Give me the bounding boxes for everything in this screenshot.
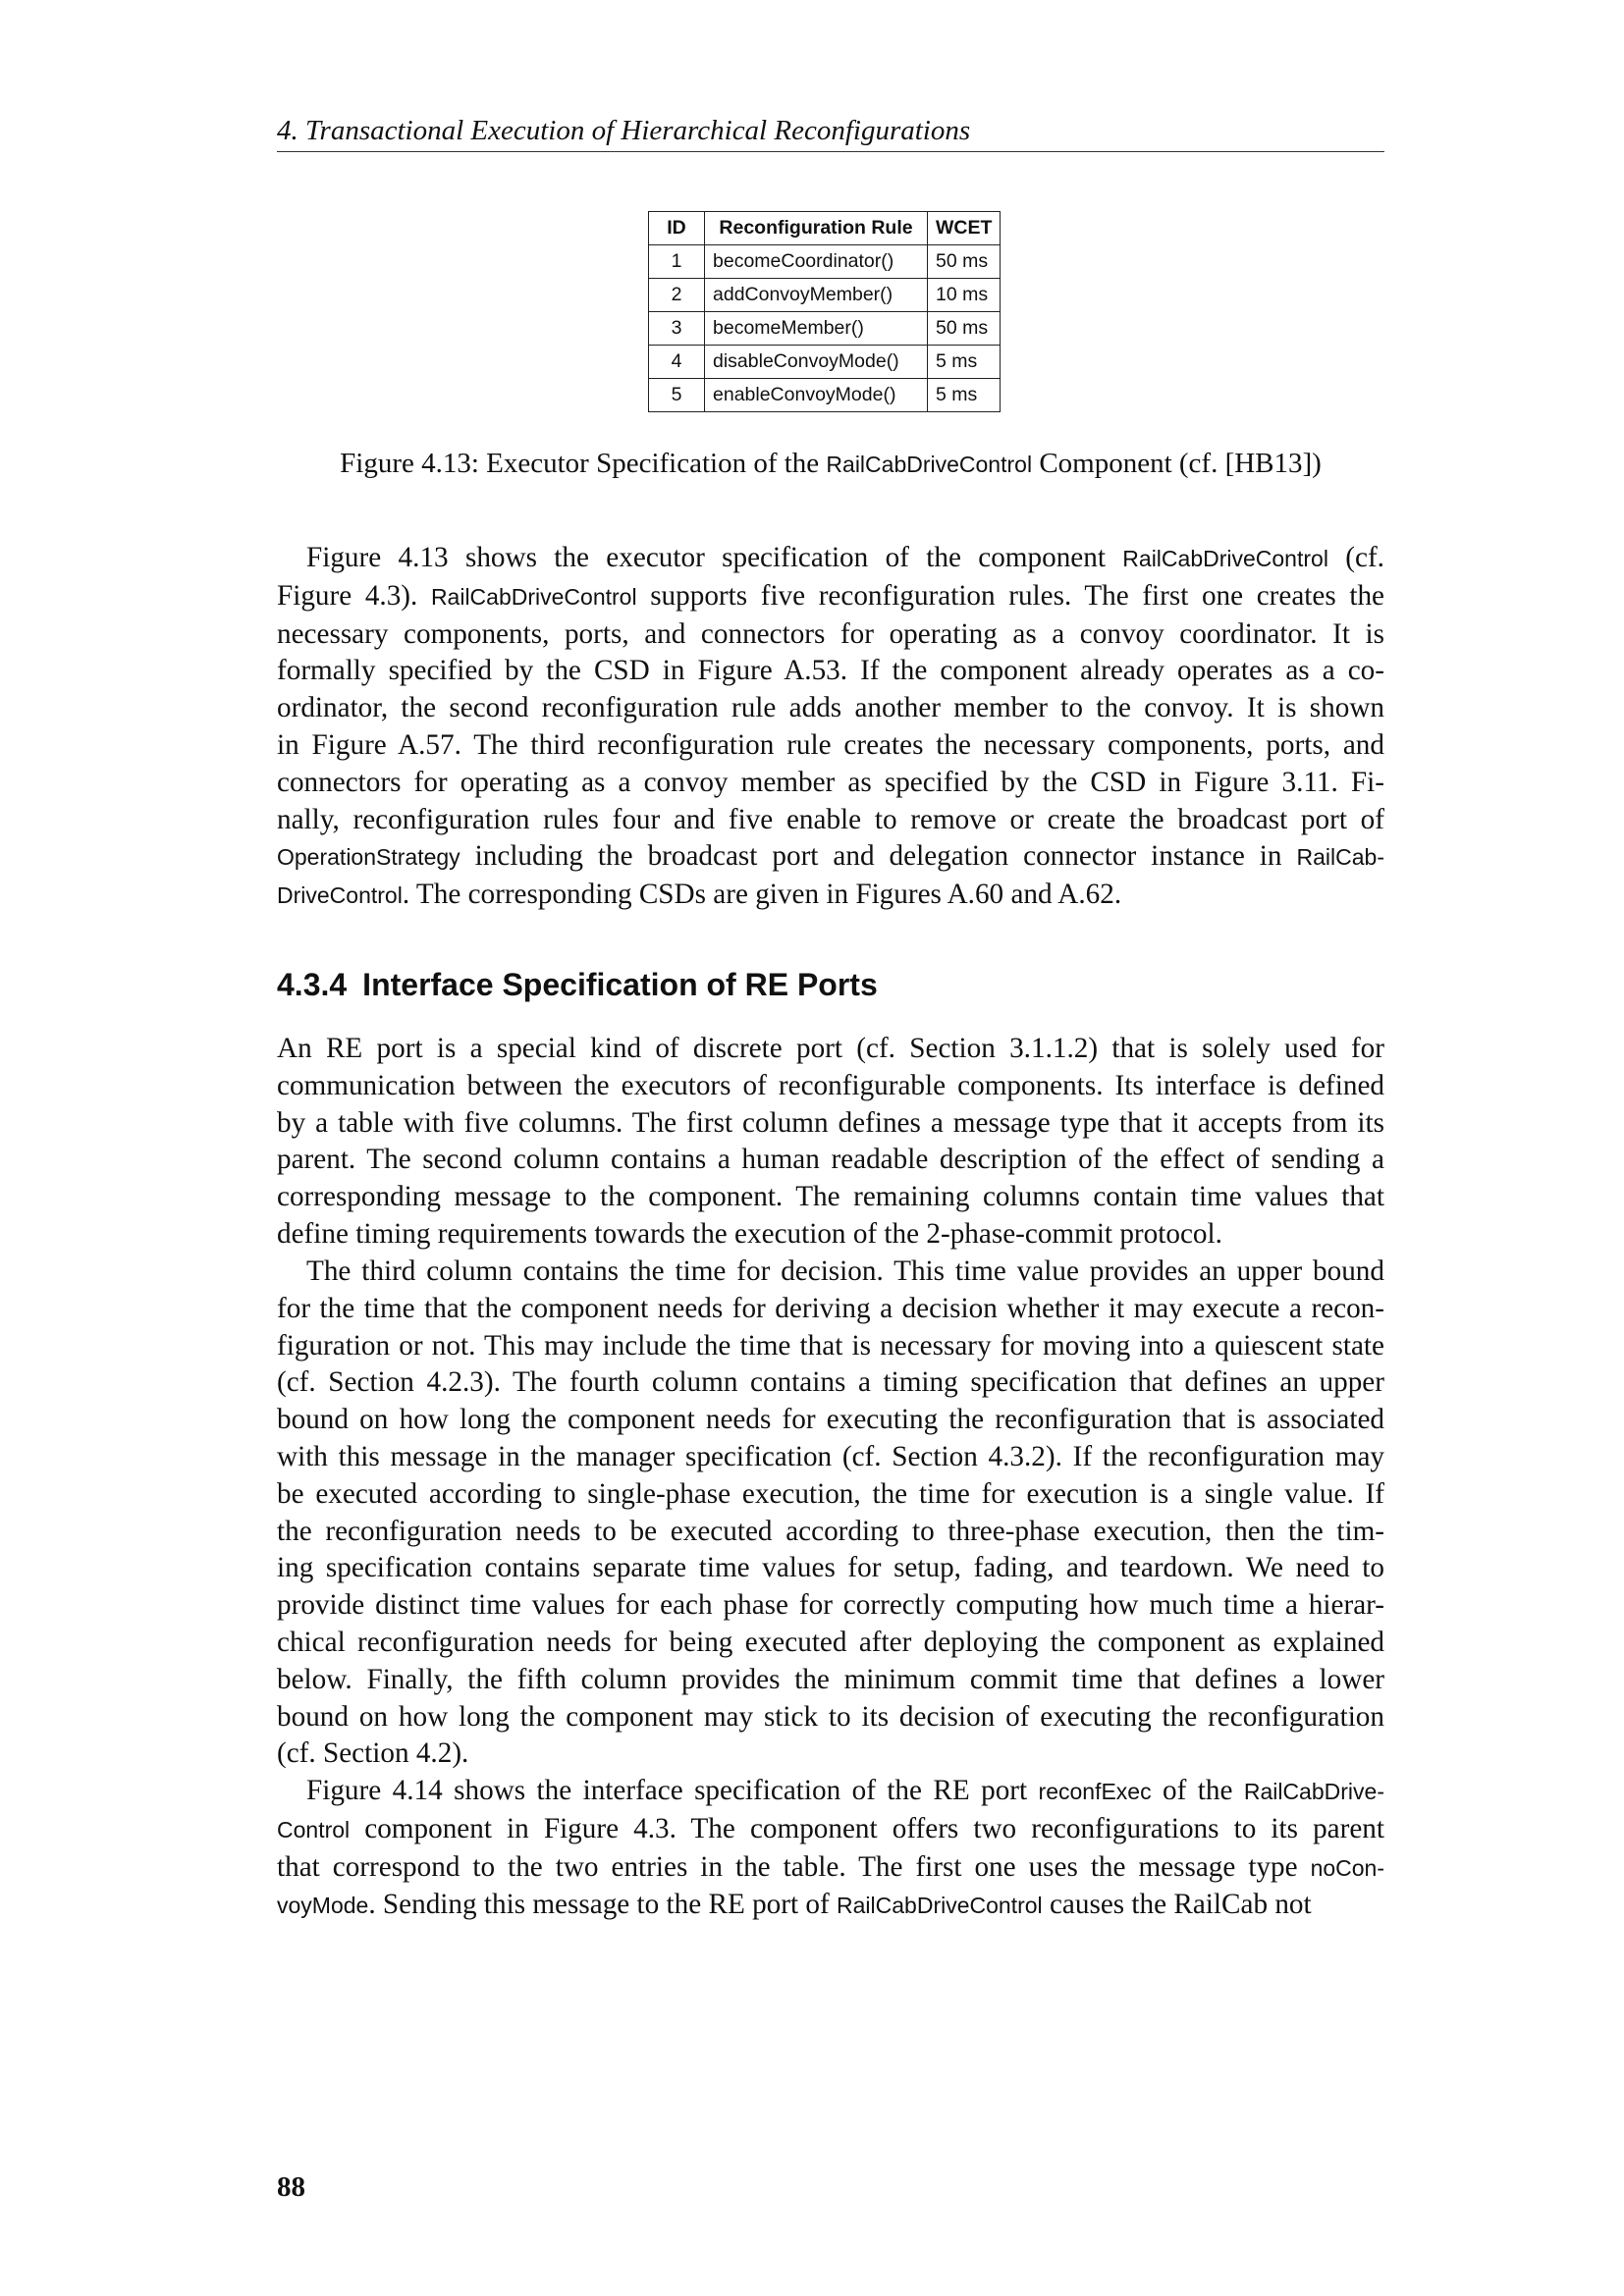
cell-id: 3 xyxy=(649,312,705,346)
text-line xyxy=(277,1662,1384,1699)
paragraph xyxy=(277,1031,1384,1254)
text-line xyxy=(277,1439,1384,1476)
text-run: including the broadcast port and delegation connector instance in xyxy=(460,840,1297,873)
caption-suffix: Component (cf. [HB13]) xyxy=(1039,448,1322,479)
cell-rule: becomeMember() xyxy=(705,312,928,346)
text-run: Figure 4.14 shows the interface specification of the RE port xyxy=(306,1775,1039,1806)
text-line xyxy=(277,727,1384,765)
code-term: RailCabDriveControl xyxy=(837,1893,1043,1919)
text-line xyxy=(277,1216,1384,1254)
text-run: chical reconfiguration needs for being executed after deploying the component as explained xyxy=(277,1626,1384,1658)
cell-rule: disableConvoyMode() xyxy=(705,346,928,379)
text-line xyxy=(277,653,1384,690)
col-header-rule: Reconfiguration Rule xyxy=(705,212,928,245)
code-term: RailCabDriveControl xyxy=(1122,546,1328,571)
text-line xyxy=(277,1291,1384,1328)
text-run: by a table with five columns. The first column defines a message type that it accepts from its xyxy=(277,1106,1384,1139)
cell-wcet: 50 ms xyxy=(928,245,1001,279)
code-term: voyMode xyxy=(277,1893,369,1919)
text-run: communication between the executors of reconfigurable components. Its interface is defined xyxy=(277,1069,1384,1101)
text-run: bound on how long the component needs for executing the reconfiguration that is associated xyxy=(277,1404,1384,1436)
code-term: Control xyxy=(277,1816,351,1842)
text-run: component in Figure 4.3. The component offers two reconfigurations to its parent xyxy=(350,1812,1384,1844)
text-run: An RE port is a special kind of discrete port (cf. Section 3.1.1.2) that is solely used for xyxy=(277,1033,1384,1064)
text-line xyxy=(277,1476,1384,1514)
text-line xyxy=(277,1849,1384,1888)
text-line xyxy=(277,802,1384,839)
text-line xyxy=(277,1364,1384,1402)
text-run: be executed according to single-phase execution, the time for execution is a single value. If xyxy=(277,1477,1384,1510)
code-term: RailCab- xyxy=(1296,844,1384,871)
text-run: connectors for operating as a convoy member as specified by the CSD in Figure 3.11. Fi- xyxy=(277,766,1384,798)
text-run: with this message in the manager specification (cf. Section 4.3.2). If the reconfiguration may xyxy=(277,1440,1384,1472)
running-header: 4. Transactional Execution of Hierarchical Reconfigurations xyxy=(277,113,1384,152)
cell-wcet: 5 ms xyxy=(928,379,1001,412)
text-run: figuration or not. This may include the time that is necessary for moving into a quiescent state xyxy=(277,1329,1384,1362)
text-line xyxy=(277,838,1384,877)
text-run: necessary components, ports, and connectors for operating as a convoy coordinator. It is xyxy=(277,617,1384,650)
text-run: provide distinct time values for each phase for correctly computing how much time a hierar- xyxy=(277,1589,1384,1622)
text-line xyxy=(277,1254,1384,1291)
paragraph xyxy=(277,1254,1384,1773)
text-line xyxy=(277,1550,1384,1587)
text-run: The third column contains the time for decision. This time value provides an upper bound xyxy=(306,1255,1384,1287)
code-term: RailCabDriveControl xyxy=(430,583,637,610)
cell-wcet: 50 ms xyxy=(928,312,1001,346)
code-term: OperationStrategy xyxy=(277,844,460,871)
cell-rule: enableConvoyMode() xyxy=(705,379,928,412)
text-run: in Figure A.57. The third reconfiguration rule creates the necessary components, ports, and xyxy=(277,728,1384,761)
text-line xyxy=(277,1142,1384,1179)
text-run: that correspond to the two entries in the table. The first one uses the message type xyxy=(277,1850,1311,1883)
text-run: (cf. Section 4.2). xyxy=(277,1737,469,1770)
text-line xyxy=(277,1625,1384,1662)
text-line xyxy=(277,1811,1384,1849)
section-number: 4.3.4 xyxy=(277,967,348,1002)
text-run: bound on how long the component may stick to its decision of executing the reconfiguration xyxy=(277,1700,1384,1733)
paragraph xyxy=(277,1773,1384,1925)
caption-prefix: Figure 4.13: Executor Specification of the xyxy=(340,448,820,479)
code-term: DriveControl xyxy=(277,882,403,909)
text-run: define timing requirements towards the execution of the 2-phase-commit protocol. xyxy=(277,1217,1222,1250)
text-run: for the time that the component needs for deriving a decision whether it may execute a recon- xyxy=(277,1292,1384,1324)
text-run: . Sending this message to the RE port of xyxy=(368,1889,838,1921)
text-run: parent. The second column contains a human readable description of the effect of sending a xyxy=(277,1144,1384,1176)
text-run: below. Finally, the fifth column provides the minimum commit time that defines a lower xyxy=(277,1663,1384,1695)
cell-wcet: 5 ms xyxy=(928,346,1001,379)
table-row xyxy=(649,346,1001,379)
executor-specification-figure xyxy=(648,211,1001,412)
text-line xyxy=(277,1328,1384,1365)
table-header-row xyxy=(649,212,1001,245)
text-run: nally, reconfiguration rules four and five enable to remove or create the broadcast port of xyxy=(277,803,1384,835)
cell-id: 5 xyxy=(649,379,705,412)
text-line xyxy=(277,1773,1384,1811)
code-term: reconfExec xyxy=(1038,1779,1152,1804)
caption-component: RailCabDriveControl xyxy=(826,452,1033,477)
cell-id: 1 xyxy=(649,245,705,279)
paragraph xyxy=(277,540,1384,915)
cell-id: 4 xyxy=(649,346,705,379)
text-run: formally specified by the CSD in Figure A.53. If the component already operates as a co- xyxy=(277,655,1384,687)
text-line xyxy=(277,877,1384,915)
executor-specification-table xyxy=(648,211,1001,412)
text-line xyxy=(277,1402,1384,1439)
text-run: . The corresponding CSDs are given in Figures A.60 and A.62. xyxy=(402,879,1122,911)
text-run: supports five reconfiguration rules. The first one creates the xyxy=(636,579,1384,612)
col-header-id: ID xyxy=(649,212,705,245)
col-header-wcet: WCET xyxy=(928,212,1001,245)
text-run: corresponding message to the component. The remaining columns contain time values that xyxy=(277,1181,1384,1213)
text-line xyxy=(277,1179,1384,1216)
table-row xyxy=(649,312,1001,346)
text-run: the reconfiguration needs to be executed according to three-phase execution, then the tim- xyxy=(277,1515,1384,1547)
text-run: ing specification contains separate time values for setup, fading, and teardown. We need to xyxy=(277,1552,1384,1584)
text-line xyxy=(277,1031,1384,1068)
text-run: Figure 4.3). xyxy=(277,579,431,612)
code-term: RailCabDrive- xyxy=(1243,1779,1384,1804)
page-number: 88 xyxy=(277,2171,305,2203)
section-heading xyxy=(277,965,878,1004)
section-title-text: Interface Specification of RE Ports xyxy=(362,967,878,1002)
text-line xyxy=(277,1887,1384,1925)
text-line xyxy=(277,765,1384,802)
text-line xyxy=(277,1699,1384,1736)
cell-rule: addConvoyMember() xyxy=(705,279,928,312)
table-row xyxy=(649,279,1001,312)
text-line xyxy=(277,616,1384,654)
text-run: causes the RailCab not xyxy=(1042,1889,1312,1921)
text-line xyxy=(277,1735,1384,1773)
text-line xyxy=(277,690,1384,727)
table-row xyxy=(649,245,1001,279)
cell-rule: becomeCoordinator() xyxy=(705,245,928,279)
table-row xyxy=(649,379,1001,412)
text-run: (cf. Section 4.2.3). The fourth column contains a timing specification that defines an upper xyxy=(277,1366,1384,1399)
cell-id: 2 xyxy=(649,279,705,312)
text-run: ordinator, the second reconfiguration rule adds another member to the convoy. It is shown xyxy=(277,692,1384,724)
text-line xyxy=(277,1068,1384,1105)
figure-caption xyxy=(277,444,1384,484)
text-line xyxy=(277,540,1384,578)
text-line xyxy=(277,578,1384,616)
text-run: of the xyxy=(1151,1775,1244,1806)
text-run: Figure 4.13 shows the executor specification of the component xyxy=(306,542,1123,573)
text-run: (cf. xyxy=(1327,542,1384,573)
text-line xyxy=(277,1105,1384,1143)
text-line xyxy=(277,1587,1384,1625)
cell-wcet: 10 ms xyxy=(928,279,1001,312)
code-term: noCon- xyxy=(1310,1854,1384,1881)
text-line xyxy=(277,1514,1384,1551)
